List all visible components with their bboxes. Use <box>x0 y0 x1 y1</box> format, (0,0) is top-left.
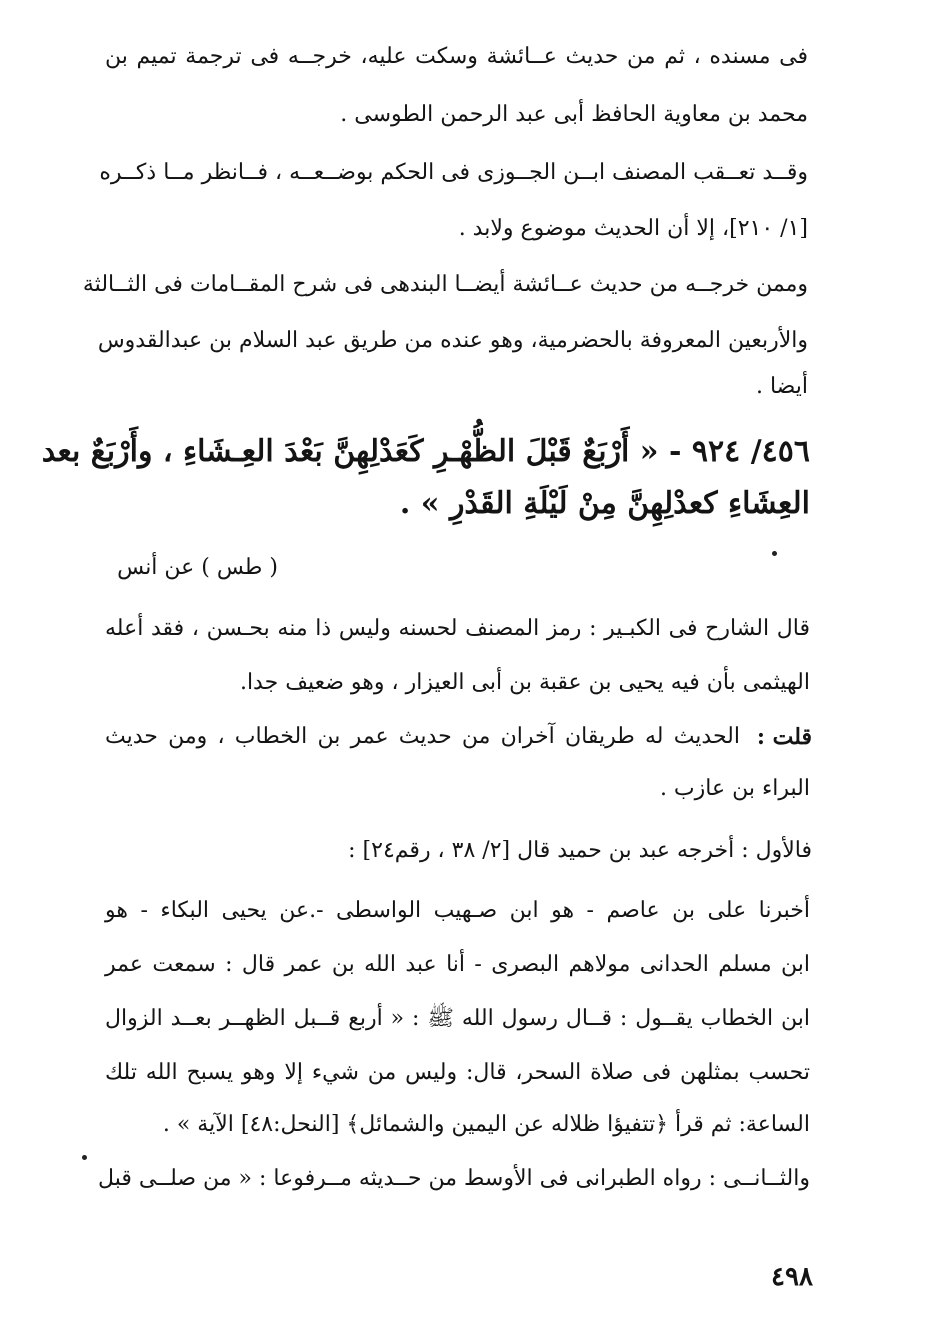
text-line: محمد بن معاوية الحافظ أبى عبد الرحمن الطوسى . <box>340 102 808 127</box>
text-line: البراء بن عازب . <box>659 776 810 801</box>
text-line: [١/ ٢١٠]، إلا أن الحديث موضوع ولابد . <box>458 216 808 241</box>
margin-dot <box>772 551 777 556</box>
text-line: والثــانــى : رواه الطبرانى فى الأوسط من حــديثه مــرفوعا : « من صلــى قبل <box>98 1166 810 1191</box>
qult-label: قلت : <box>756 724 812 750</box>
source-reference: ( طس ) عن أنس <box>117 555 278 580</box>
text-line: أيضا . <box>755 374 808 399</box>
text-line: تحسب بمثلهن فى صلاة السحر، قال: وليس من شيء إلا وهو يسبح الله تلك <box>105 1060 810 1085</box>
text-line: وقــد تعــقب المصنف ابــن الجــوزى فى الحكم بوضــعــه ، فــانظر مــا ذكــره <box>99 160 808 185</box>
text-line: وممن خرجــه من حديث عــائشة أيضــا البندهى فى شرح المقــامات فى الثــالثة <box>82 272 808 297</box>
hadith-text-line: العِشَاءِ كعدْلِهِنَّ مِنْ لَيْلَةِ القَدْرِ » . <box>399 486 810 521</box>
page-number: ٤٩٨ <box>771 1262 813 1292</box>
text-line: الهيثمى بأن فيه يحيى بن عقبة بن أبى العيزار ، وهو ضعيف جدا. <box>239 670 810 695</box>
text-line: الحديث له طريقان آخران من حديث عمر بن الخطاب ، ومن حديث <box>105 724 740 749</box>
text-line: أخبرنا على بن عاصم - هو ابن صـهيب الواسطى -.عن يحيى البكاء - هو <box>105 898 810 923</box>
margin-dot <box>82 1155 87 1160</box>
text-line: قال الشارح فى الكبـير : رمز المصنف لحسنه وليس ذا منه بحـسن ، فقد أعله <box>105 616 810 641</box>
text-line: ابن الخطاب يقــول : قــال رسول الله ﷺ : « أربع قــبل الظهــر بعــد الزوال <box>105 1006 810 1031</box>
text-line: ابن مسلم الحدانى مولاهم البصرى - أنا عبد الله بن عمر قال : سمعت عمر <box>105 952 810 977</box>
text-line: والأربعين المعروفة بالحضرمية، وهو عنده من طريق عبد السلام بن عبدالقدوس <box>97 328 808 353</box>
hadith-text-line: ٤٥٦/ ٩٢٤ - « أَرْبَعٌ قَبْلَ الظُّهْـرِ كَعَدْلِهِنَّ بَعْدَ العِـشَاءِ ، وأَرْبَعٌ بعد <box>41 434 810 469</box>
text-line: فالأول : أخرجه عبد بن حميد قال [٢/ ٣٨ ، رقم٢٤] : <box>348 838 812 863</box>
text-line: فى مسنده ، ثم من حديث عــائشة وسكت عليه، خرجــه فى ترجمة تميم بن <box>105 44 808 69</box>
text-line: الساعة: ثم قرأ ﴿تتفيؤا ظلاله عن اليمين والشمائل﴾ [النحل:٤٨] الآية » . <box>162 1112 810 1137</box>
